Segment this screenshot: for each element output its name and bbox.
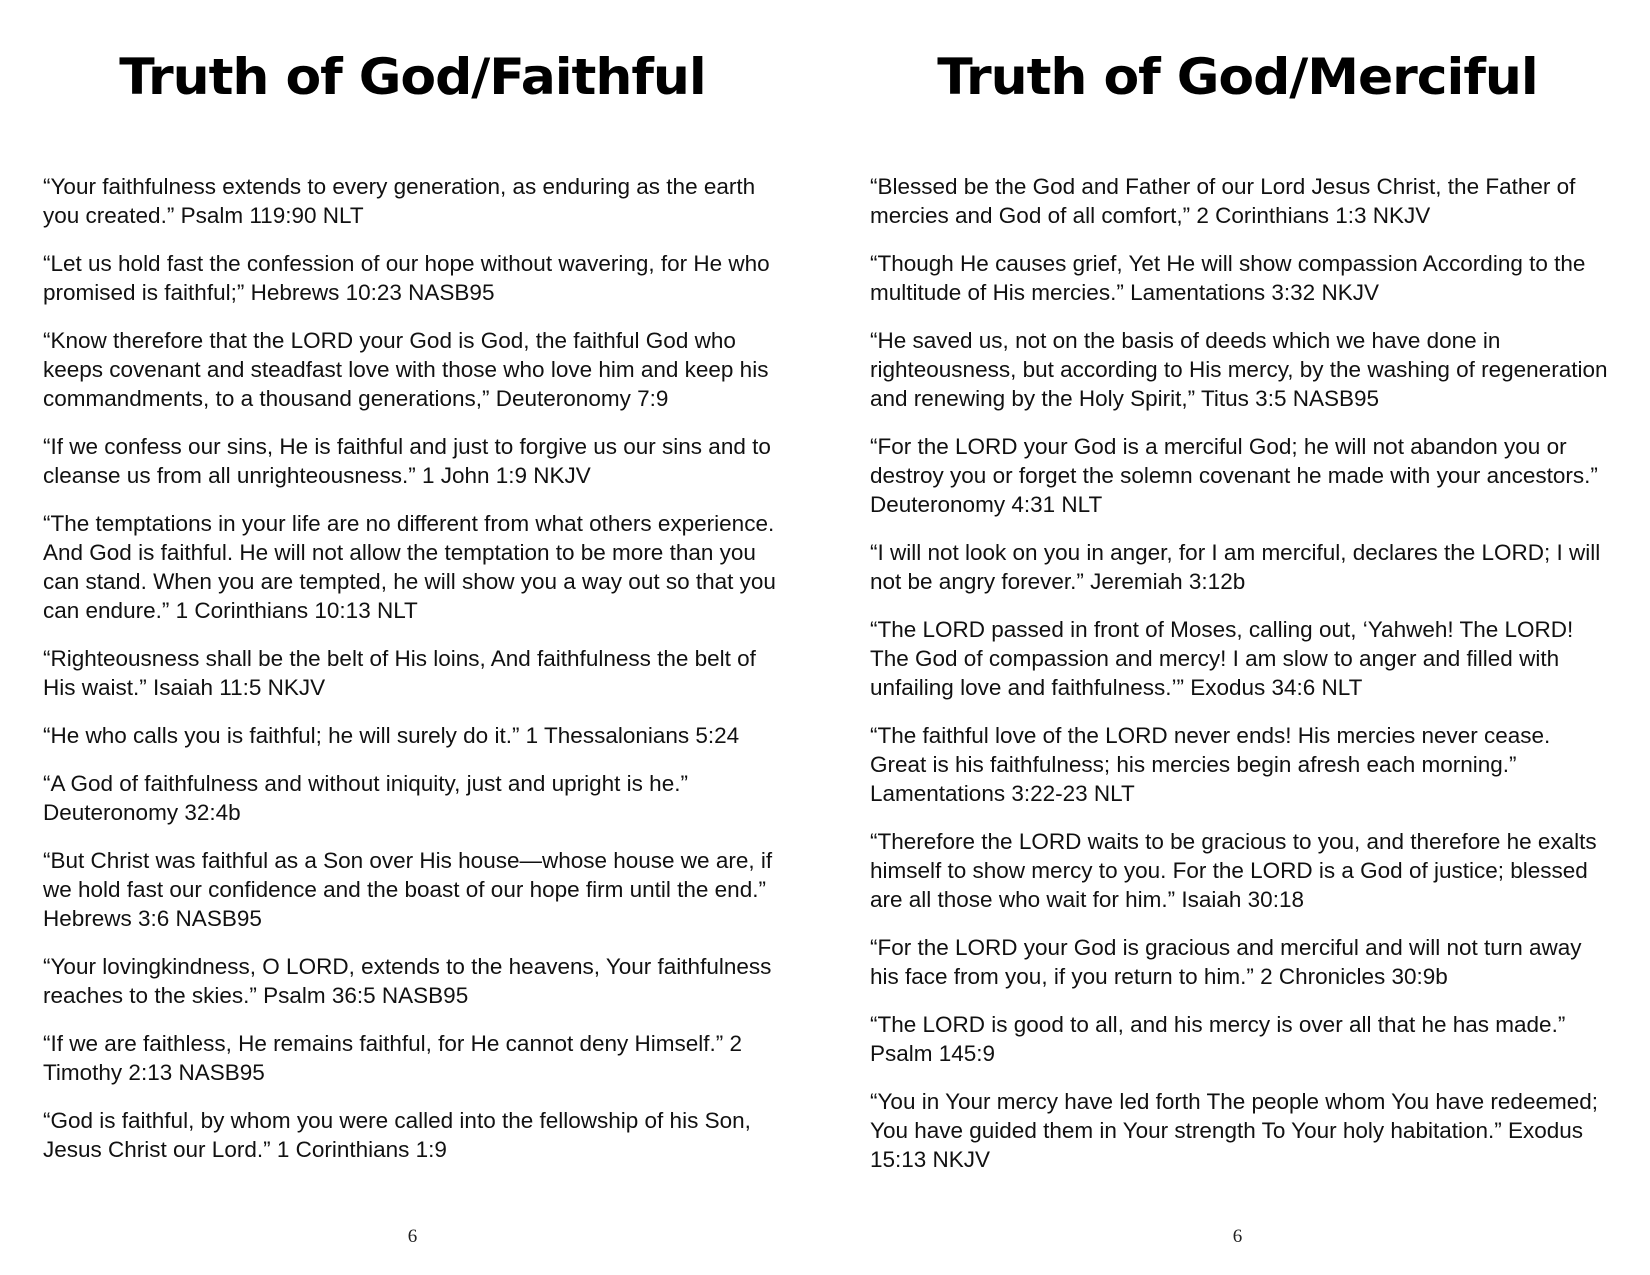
- verse: “But Christ was faithful as a Son over His house—whose house we are, if we hold fast our confidence and the boast of our hope firm until the end.” Hebrews 3:6 NASB95: [43, 848, 773, 931]
- page-number: 6: [1232, 1226, 1243, 1247]
- verse: “Blessed be the God and Father of our Lord Jesus Christ, the Father of mercies and God of all comfort,” 2 Corinthians 1:3 NKJV: [870, 174, 1576, 228]
- verse: “Your lovingkindness, O LORD, extends to the heavens, Your faithfulness reaches to the skies.” Psalm 36:5 NASB95: [43, 954, 772, 1008]
- verse: “Though He causes grief, Yet He will show compassion According to the multitude of His mercies.” Lamentations 3:32 NKJV: [870, 251, 1586, 305]
- verse: “Righteousness shall be the belt of His loins, And faithfulness the belt of His waist.” Isaiah 11:5 NKJV: [43, 646, 756, 700]
- verse: “Therefore the LORD waits to be gracious to you, and therefore he exalts himself to show mercy to you. For the LORD is a God of justice; blessed are all those who wait for him.” Isaiah 30:18: [870, 829, 1597, 912]
- verse: “The LORD passed in front of Moses, calling out, ‘Yahweh! The LORD! The God of compassion and mercy! I am slow to anger and filled with unfailing love and faithfulness.’” Exodus 34:6 NLT: [870, 617, 1574, 700]
- verse: “Know therefore that the LORD your God is God, the faithful God who keeps covenant and steadfast love with those who love him and keep his commandments, to a thousand generations,” Deuteronomy 7:9: [43, 328, 769, 411]
- verse: “He who calls you is faithful; he will surely do it.” 1 Thessalonians 5:24: [43, 723, 740, 748]
- verse: “Let us hold fast the confession of our hope without wavering, for He who promised is faithful;” Hebrews 10:23 NASB95: [43, 251, 770, 305]
- verse: “He saved us, not on the basis of deeds which we have done in righteousness, but according to His mercy, by the washing of regeneration and renewing by the Holy Spirit,” Titus 3:5 NASB95: [870, 328, 1608, 411]
- verse: “If we are faithless, He remains faithful, for He cannot deny Himself.” 2 Timothy 2:13 NASB95: [43, 1031, 743, 1085]
- right-page: [825, 0, 1650, 1275]
- verse: “God is faithful, by whom you were called into the fellowship of his Son, Jesus Christ our Lord.” 1 Corinthians 1:9: [43, 1108, 751, 1162]
- page-title: Truth of God/Merciful: [937, 48, 1538, 106]
- verse: “The temptations in your life are no different from what others experience. And God is faithful. He will not allow the temptation to be more than you can stand. When you are tempted, he will show you a way out so that you can endure.” 1 Corinthians 10:13 NLT: [43, 511, 776, 623]
- verse: “If we confess our sins, He is faithful and just to forgive us our sins and to cleanse us from all unrighteousness.” 1 John 1:9 NKJV: [43, 434, 771, 488]
- verse: “I will not look on you in anger, for I am merciful, declares the LORD; I will not be angry forever.” Jeremiah 3:12b: [870, 540, 1601, 594]
- verse-list: [870, 172, 1610, 1193]
- verse: “The faithful love of the LORD never ends! His mercies never cease. Great is his faithfulness; his mercies begin afresh each morning.” Lamentations 3:22-23 NLT: [870, 723, 1551, 806]
- verse: “Your faithfulness extends to every generation, as enduring as the earth you created.” Psalm 119:90 NLT: [43, 174, 756, 228]
- verse: “For the LORD your God is a merciful God; he will not abandon you or destroy you or forget the solemn covenant he made with your ancestors.” Deuteronomy 4:31 NLT: [870, 434, 1598, 517]
- page-title: Truth of God/Faithful: [119, 48, 706, 106]
- verse: “A God of faithfulness and without iniquity, just and upright is he.” Deuteronomy 32:4b: [43, 771, 688, 825]
- verse: “For the LORD your God is gracious and merciful and will not turn away his face from you, if you return to him.” 2 Chronicles 30:9b: [870, 935, 1582, 989]
- verse: “You in Your mercy have led forth The people whom You have redeemed; You have guided them in Your strength To Your holy habitation.” Exodus 15:13 NKJV: [870, 1089, 1598, 1172]
- verse: “The LORD is good to all, and his mercy is over all that he has made.” Psalm 145:9: [870, 1012, 1566, 1066]
- verse-list: [43, 172, 778, 1183]
- page-number: 6: [407, 1226, 418, 1247]
